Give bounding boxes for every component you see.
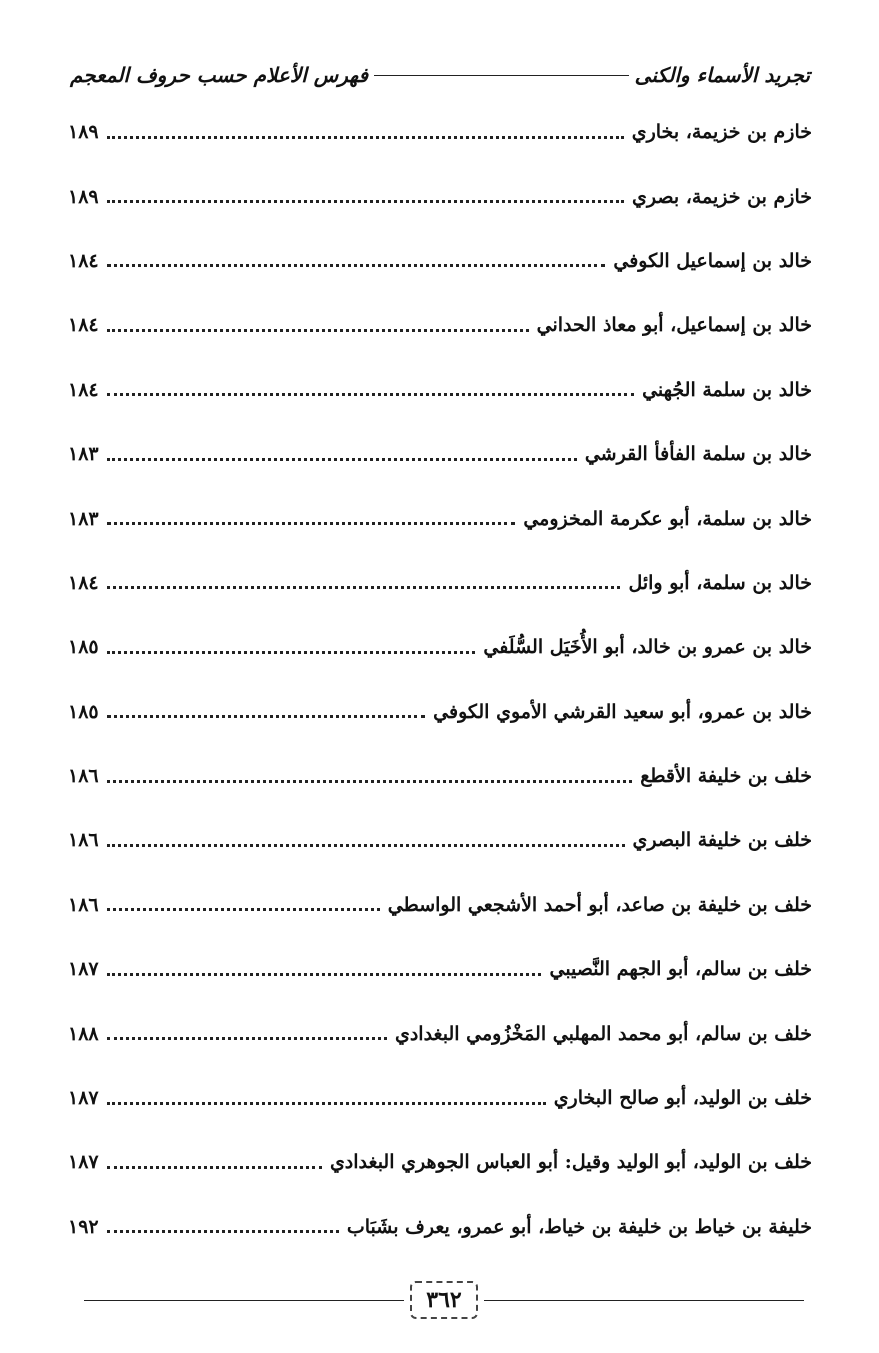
entry-page: ١٨٩ — [68, 121, 99, 144]
index-entry — [68, 615, 812, 679]
dot-leader — [107, 715, 426, 718]
footer-rule-right — [484, 1300, 804, 1301]
index-entry — [68, 808, 812, 872]
dot-leader — [107, 1102, 546, 1105]
dot-leader — [107, 393, 634, 396]
entry-page: ١٨٦ — [68, 765, 99, 788]
entry-name: خلف بن سالم، أبو محمد المهلبي المَخْزُومي البغدادي — [394, 1022, 812, 1045]
entry-page: ١٩٢ — [68, 1215, 99, 1238]
entry-page: ١٨٤ — [68, 571, 99, 594]
dot-leader — [107, 1037, 387, 1040]
dot-leader — [107, 329, 529, 332]
entry-name: خالد بن سلمة الجُهني — [642, 378, 812, 401]
entry-name: خلف بن خليفة بن صاعد، أبو أحمد الأشجعي الواسطي — [387, 893, 812, 916]
book-title: تجريد الأسماء والكنى — [634, 63, 810, 87]
page-header — [70, 58, 810, 92]
index-entry — [68, 1195, 812, 1259]
entry-page: ١٨٩ — [68, 185, 99, 208]
entry-page: ١٨٤ — [68, 314, 99, 337]
index-entry — [68, 937, 812, 1001]
dot-leader — [107, 586, 621, 589]
index-entry — [68, 1130, 812, 1194]
dot-leader — [107, 264, 606, 267]
entry-page: ١٨٤ — [68, 249, 99, 272]
index-entry — [68, 1066, 812, 1130]
entry-name: خالد بن عمرو بن خالد، أبو الأُخَيَل السُّلَفي — [483, 636, 812, 659]
entry-name: خالد بن إسماعيل الكوفي — [613, 249, 812, 272]
entry-name: خالد بن إسماعيل، أبو معاذ الحداني — [536, 314, 812, 337]
index-entry — [68, 744, 812, 808]
entry-page: ١٨٦ — [68, 893, 99, 916]
index-entry — [68, 551, 812, 615]
index-entry — [68, 293, 812, 357]
index-entry — [68, 229, 812, 293]
index-entry — [68, 680, 812, 744]
dot-leader — [107, 458, 577, 461]
entry-page: ١٨٥ — [68, 700, 99, 723]
entry-name: خلف بن سالم، أبو الجهم النَّصيبي — [549, 958, 812, 981]
entry-page: ١٨٤ — [68, 378, 99, 401]
dot-leader — [107, 1230, 339, 1233]
entry-page: ١٨٧ — [68, 1151, 99, 1174]
entry-name: خالد بن سلمة، أبو عكرمة المخزومي — [523, 507, 812, 530]
entry-name: خازم بن خزيمة، بصري — [631, 185, 812, 208]
index-entry — [68, 486, 812, 550]
entry-name: خالد بن عمرو، أبو سعيد القرشي الأموي الكوفي — [433, 700, 812, 723]
dot-leader — [107, 651, 476, 654]
entry-name: خالد بن سلمة، أبو وائل — [628, 571, 812, 594]
dot-leader — [107, 844, 625, 847]
entry-page: ١٨٦ — [68, 829, 99, 852]
entry-name: خلف بن الوليد، أبو الوليد وقيل: أبو العباس الجوهري البغدادي — [329, 1151, 812, 1174]
dot-leader — [107, 780, 633, 783]
entry-name: خلف بن الوليد، أبو صالح البخاري — [553, 1087, 812, 1110]
section-title: فهرس الأعلام حسب حروف المعجم — [70, 63, 369, 87]
entry-name: خليفة بن خياط بن خليفة بن خياط، أبو عمرو، يعرف بشَبَاب — [346, 1215, 812, 1238]
entry-name: خازم بن خزيمة، بخاري — [631, 121, 812, 144]
index-entry — [68, 1001, 812, 1065]
entry-page: ١٨٧ — [68, 958, 99, 981]
entry-name: خالد بن سلمة الفأفأ القرشي — [584, 443, 812, 466]
dot-leader — [107, 136, 624, 139]
dot-leader — [107, 522, 516, 525]
entry-page: ١٨٨ — [68, 1022, 99, 1045]
page-number: ٣٦٢ — [410, 1281, 477, 1319]
index-entry — [68, 164, 812, 228]
index-entry — [68, 100, 812, 164]
dot-leader — [107, 973, 542, 976]
page-footer — [84, 1275, 804, 1325]
dot-leader — [107, 200, 624, 203]
entry-page: ١٨٣ — [68, 443, 99, 466]
header-rule — [374, 75, 629, 76]
entry-name: خلف بن خليفة الأقطع — [640, 765, 812, 788]
index-entry — [68, 358, 812, 422]
index-entry — [68, 422, 812, 486]
entry-page: ١٨٥ — [68, 636, 99, 659]
entry-name: خلف بن خليفة البصري — [632, 829, 812, 852]
footer-rule-left — [84, 1300, 404, 1301]
entry-page: ١٨٣ — [68, 507, 99, 530]
entry-page: ١٨٧ — [68, 1087, 99, 1110]
dot-leader — [107, 1166, 322, 1169]
index-list — [68, 100, 812, 1259]
dot-leader — [107, 908, 380, 911]
index-entry — [68, 873, 812, 937]
